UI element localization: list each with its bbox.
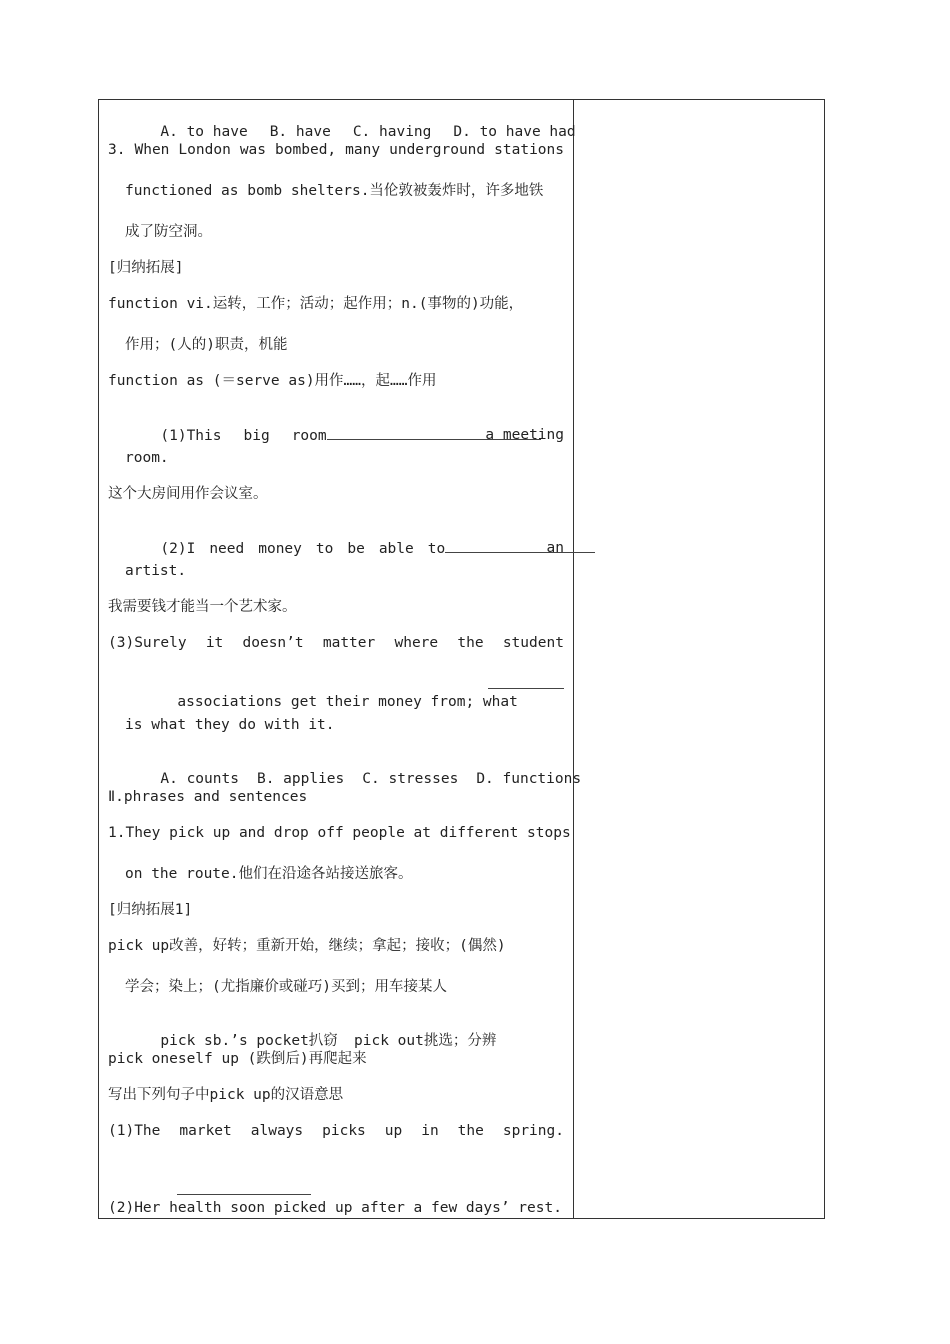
pick-up-definition-cont: 学会；染上；(尤指廉价或碰巧)买到；用车接某人 xyxy=(125,979,447,995)
option-a: A. to have xyxy=(160,124,248,140)
pick-up-example-1: (1)The market always picks up in the spring. xyxy=(108,1123,564,1139)
q3-line2: functioned as bomb shelters.当伦敦被轰炸时，许多地铁 xyxy=(125,183,544,199)
function-as-phrase: function as (＝serve as)用作……，起……作用 xyxy=(108,373,437,389)
exercise-1-line1: (1)This big room a meeting xyxy=(160,427,564,444)
function-definition: function vi.运转，工作；活动；起作用；n.(事物的)功能， xyxy=(108,296,524,312)
option-b: B. have xyxy=(269,124,331,140)
option-c: C. having xyxy=(352,124,432,140)
exercise-1-translation: 这个大房间用作会议室。 xyxy=(108,486,268,502)
heading-summary: [归纳拓展] xyxy=(108,260,184,276)
sentence-1-cont: on the route.他们在沿途各站接送旅客。 xyxy=(125,866,413,882)
right-column xyxy=(574,100,824,1218)
exercise-1-line2: room. xyxy=(125,450,169,466)
pick-oneself-up: pick oneself up (跌倒后)再爬起来 xyxy=(108,1051,367,1067)
heading-summary-1: [归纳拓展1] xyxy=(108,902,193,918)
exercise-2-line2: artist. xyxy=(125,563,187,579)
worksheet-table xyxy=(98,99,825,1219)
pick-up-definition: pick up改善，好转；重新开始，继续；拿起；接收；(偶然) xyxy=(108,938,506,954)
q3-line1: 3. When London was bombed, many underground stations xyxy=(108,142,564,158)
exercise-2-line1: (2)I need money to be able to an xyxy=(108,521,564,576)
exercise-3-options: A. counts B. applies C. stresses D. functions xyxy=(160,771,582,787)
sentence-1: 1.They pick up and drop off people at different stops xyxy=(108,825,571,841)
pick-phrases: pick sb.’s pocket扒窃 pick out挑选；分辨 xyxy=(160,1033,497,1049)
exercise-3-line3: is what they do with it. xyxy=(125,717,335,733)
function-definition-cont: 作用；(人的)职责，机能 xyxy=(125,337,288,353)
answer-blank[interactable] xyxy=(488,675,564,689)
q3-line3: 成了防空洞。 xyxy=(125,224,212,240)
answer-blank[interactable] xyxy=(445,539,595,553)
section-phrases-heading: Ⅱ.phrases and sentences xyxy=(108,789,308,805)
pick-up-example-2: (2)Her health soon picked up after a few days’ rest. xyxy=(108,1200,562,1216)
option-d: D. to have had xyxy=(453,124,576,140)
exercise-2-translation: 我需要钱才能当一个艺术家。 xyxy=(108,599,297,615)
exercise-3-line2: associations get their money from; what xyxy=(125,675,564,729)
exercise-3-line1: (3)Surely it doesn’t matter where the student xyxy=(108,635,564,651)
instruction: 写出下列句子中pick up的汉语意思 xyxy=(108,1087,344,1103)
answer-blank[interactable] xyxy=(177,1181,311,1195)
